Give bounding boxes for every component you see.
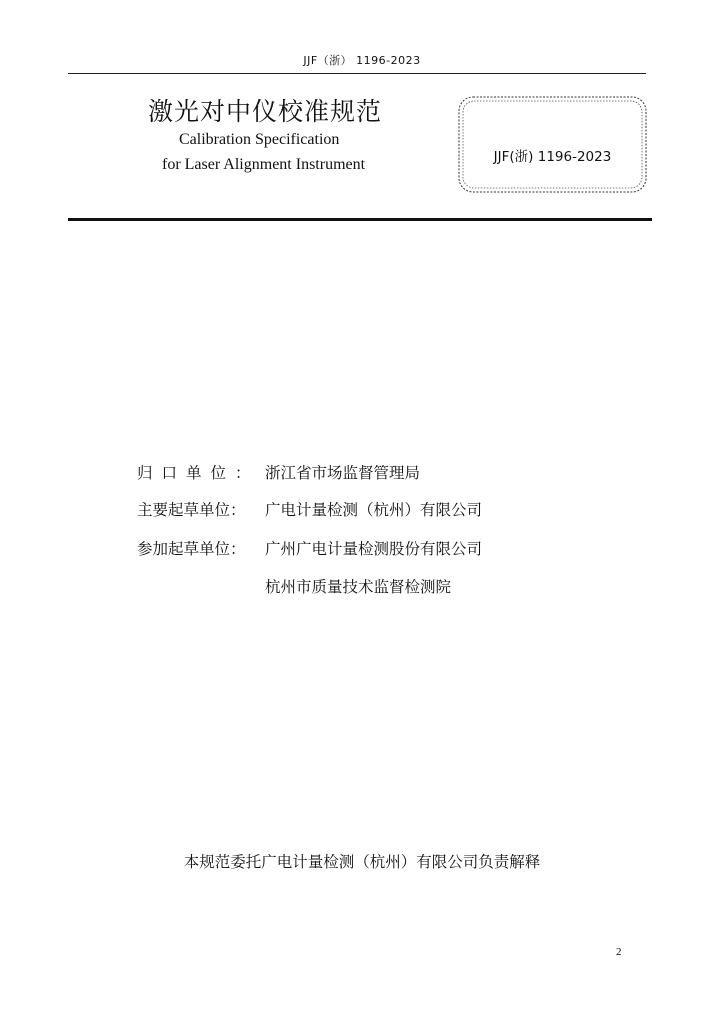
document-title-chinese: 激光对中仪校准规范 xyxy=(148,97,383,126)
managing-unit-label: 归口单位： xyxy=(137,464,260,482)
document-code: JJF(浙) 1196-2023 xyxy=(493,149,612,165)
drafting-unit-row xyxy=(0,498,724,522)
participating-unit-row-2 xyxy=(0,575,724,599)
running-header: JJF（浙） 1196-2023 xyxy=(303,54,421,67)
participating-unit-value-2: 杭州市质量技术监督检测院 xyxy=(265,578,452,596)
page-number: 2 xyxy=(616,946,622,958)
interpretation-statement: 本规范委托广电计量检测（杭州）有限公司负责解释 xyxy=(183,853,541,871)
managing-unit-row xyxy=(0,461,724,485)
document-code-box xyxy=(456,94,649,195)
drafting-unit-label: 主要起草单位： xyxy=(137,501,246,519)
managing-unit-value: 浙江省市场监督管理局 xyxy=(265,464,421,482)
participating-unit-value-1: 广州广电计量检测股份有限公司 xyxy=(265,540,483,558)
document-title-english-line2: for Laser Alignment Instrument xyxy=(162,156,366,173)
document-title-english-line1: Calibration Specification xyxy=(179,131,340,148)
drafting-unit-value: 广电计量检测（杭州）有限公司 xyxy=(265,501,483,519)
header-divider xyxy=(68,73,646,74)
title-divider xyxy=(68,218,652,221)
participating-unit-label: 参加起草单位： xyxy=(137,540,246,558)
participating-unit-row xyxy=(0,537,724,561)
